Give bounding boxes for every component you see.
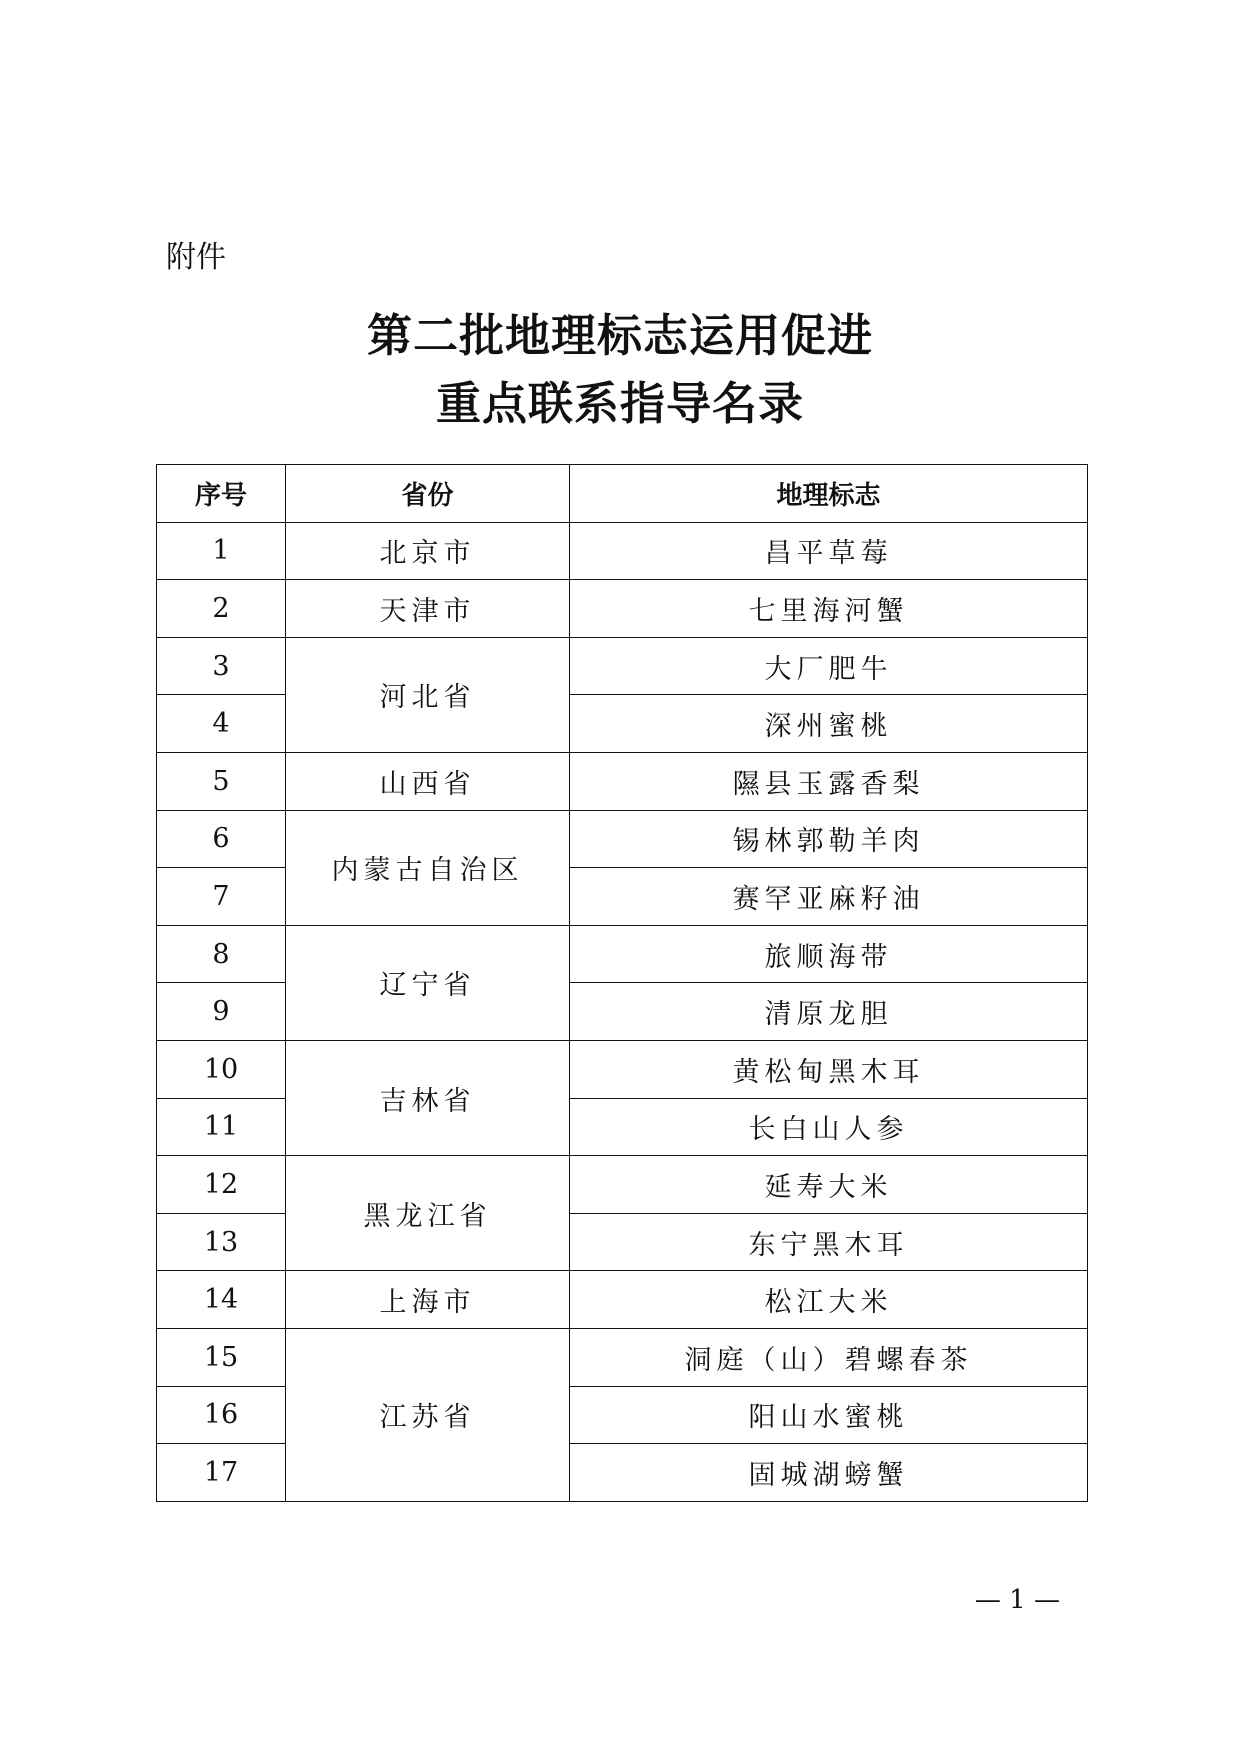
table-row (157, 580, 1088, 638)
table-row (157, 1040, 1088, 1098)
geographical-indication-cell: 七里海河蟹 (570, 580, 1088, 638)
geographical-indication-cell: 大厂肥牛 (570, 637, 1088, 695)
province-cell: 上海市 (286, 1271, 570, 1329)
table-row (157, 810, 1088, 868)
row-number-cell: 13 (157, 1213, 286, 1271)
row-number-cell: 15 (157, 1328, 286, 1386)
column-header-number: 序号 (157, 465, 286, 523)
geographical-indication-cell: 深州蜜桃 (570, 695, 1088, 753)
title-line-2: 重点联系指导名录 (435, 377, 804, 430)
row-number-cell: 14 (157, 1271, 286, 1329)
attachment-label: 附件 (166, 240, 226, 275)
row-number-cell: 2 (157, 580, 286, 638)
geographical-indication-cell: 黄松甸黑木耳 (570, 1040, 1088, 1098)
province-cell: 内蒙古自治区 (286, 810, 570, 925)
table-row (157, 637, 1088, 695)
row-number-cell: 12 (157, 1156, 286, 1214)
province-cell: 黑龙江省 (286, 1156, 570, 1271)
table-row (157, 925, 1088, 983)
table-row (157, 522, 1088, 580)
row-number-cell: 7 (157, 868, 286, 926)
row-number-cell: 3 (157, 637, 286, 695)
row-number-cell: 8 (157, 925, 286, 983)
row-number-cell: 11 (157, 1098, 286, 1156)
table-row (157, 1156, 1088, 1214)
geographical-indication-cell: 昌平草莓 (570, 522, 1088, 580)
gi-list-table (156, 464, 1088, 1502)
row-number-cell: 9 (157, 983, 286, 1041)
province-cell: 江苏省 (286, 1328, 570, 1501)
row-number-cell: 10 (157, 1040, 286, 1098)
geographical-indication-cell: 阳山水蜜桃 (570, 1386, 1088, 1444)
column-header-province: 省份 (286, 465, 570, 523)
table-body (157, 522, 1088, 1501)
geographical-indication-cell: 长白山人参 (570, 1098, 1088, 1156)
row-number-cell: 6 (157, 810, 286, 868)
province-cell: 辽宁省 (286, 925, 570, 1040)
geographical-indication-cell: 清原龙胆 (570, 983, 1088, 1041)
province-cell: 河北省 (286, 637, 570, 752)
geographical-indication-cell: 旅顺海带 (570, 925, 1088, 983)
geographical-indication-cell: 延寿大米 (570, 1156, 1088, 1214)
table-row (157, 752, 1088, 810)
title-line-1: 第二批地理标志运用促进 (366, 309, 873, 362)
province-cell: 北京市 (286, 522, 570, 580)
province-cell: 吉林省 (286, 1040, 570, 1155)
province-cell: 山西省 (286, 752, 570, 810)
page-number: — 1 — (974, 1585, 1060, 1615)
table-row (157, 1328, 1088, 1386)
geographical-indication-cell: 松江大米 (570, 1271, 1088, 1329)
row-number-cell: 4 (157, 695, 286, 753)
geographical-indication-cell: 东宁黑木耳 (570, 1213, 1088, 1271)
row-number-cell: 16 (157, 1386, 286, 1444)
document-title (0, 302, 1240, 438)
geographical-indication-cell: 赛罕亚麻籽油 (570, 868, 1088, 926)
geographical-indication-cell: 洞庭（山）碧螺春茶 (570, 1328, 1088, 1386)
row-number-cell: 1 (157, 522, 286, 580)
province-cell: 天津市 (286, 580, 570, 638)
row-number-cell: 17 (157, 1444, 286, 1502)
geographical-indication-cell: 锡林郭勒羊肉 (570, 810, 1088, 868)
column-header-gi: 地理标志 (570, 465, 1088, 523)
table-row (157, 1271, 1088, 1329)
table-header-row (157, 465, 1088, 523)
geographical-indication-cell: 隰县玉露香梨 (570, 752, 1088, 810)
row-number-cell: 5 (157, 752, 286, 810)
geographical-indication-cell: 固城湖螃蟹 (570, 1444, 1088, 1502)
